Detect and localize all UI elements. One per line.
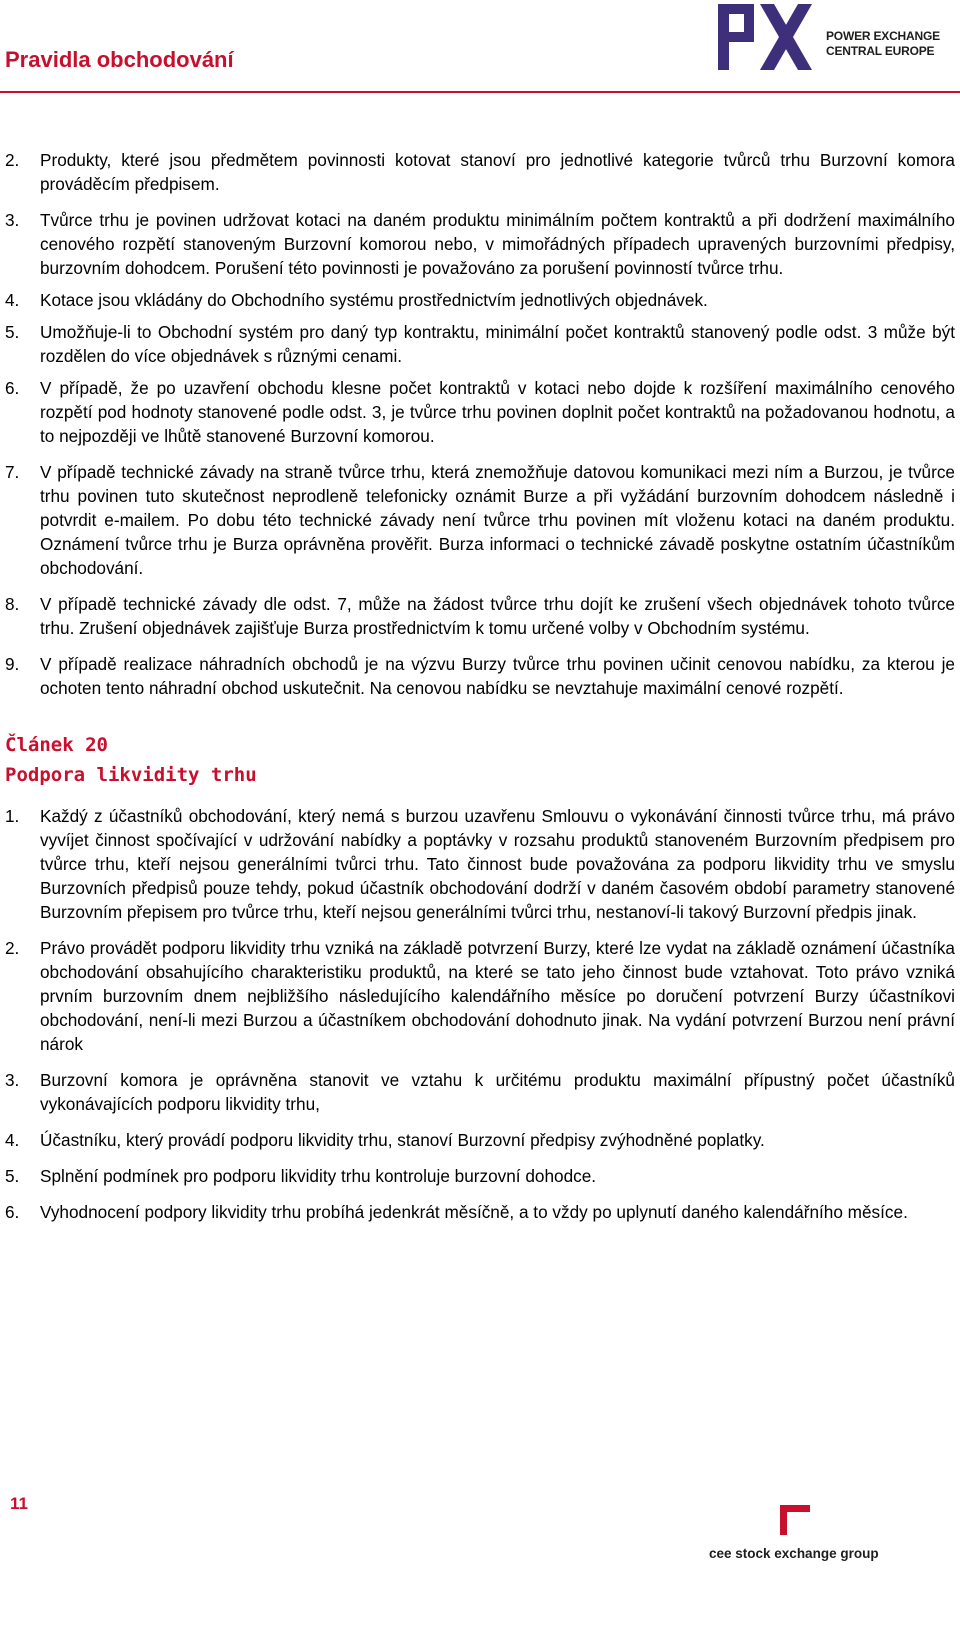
list-item	[5, 148, 955, 196]
item-text: Účastníku, který provádí podporu likvidity trhu, stanoví Burzovní předpisy zvýhodněné poplatky.	[40, 1130, 765, 1150]
cee-group-name: cee stock exchange group	[709, 1546, 879, 1561]
item-number: 2.	[5, 150, 20, 170]
item-number: 7.	[5, 462, 20, 482]
cee-group-logo	[706, 1505, 886, 1565]
list-item	[5, 936, 955, 1056]
list-item	[5, 376, 955, 448]
item-number: 1.	[5, 806, 20, 826]
item-number: 3.	[5, 210, 20, 230]
list-item	[5, 1164, 955, 1188]
pxe-logo-text	[826, 29, 940, 59]
item-text: Burzovní komora je oprávněna stanovit ve vztahu k určitému produktu maximální přípustný počet účastníků vykonávajících podporu likvidity trhu,	[40, 1070, 955, 1114]
logo-line-2: CENTRAL EUROPE	[826, 44, 935, 58]
item-number: 5.	[5, 322, 20, 342]
pxe-logo	[716, 2, 956, 74]
item-text: Kotace jsou vkládány do Obchodního systému prostřednictvím jednotlivých objednávek.	[40, 290, 708, 310]
item-text: Produkty, které jsou předmětem povinnosti kotovat stanoví pro jednotlivé kategorie tvůrců trhu Burzovní komora prováděcím předpisem.	[40, 150, 955, 194]
page-number: 11	[10, 1494, 28, 1513]
header-divider	[0, 91, 960, 93]
item-text: Umožňuje-li to Obchodní systém pro daný typ kontraktu, minimální počet kontraktů stanovený podle odst. 3 může být rozdělen do více objednávek s různými cenami.	[40, 322, 955, 366]
item-number: 6.	[5, 378, 20, 398]
item-number: 4.	[5, 290, 20, 310]
item-number: 2.	[5, 938, 20, 958]
list-item	[5, 1128, 955, 1152]
list-item	[5, 652, 955, 700]
list-item	[5, 1200, 955, 1224]
item-text: V případě realizace náhradních obchodů je na výzvu Burzy tvůrce trhu povinen učinit cenovou nabídku, za kterou je ochoten tento náhradní obchod uskutečnit. Na cenovou nabídku se nevztahuje maximální cenové rozpětí.	[40, 654, 955, 698]
item-text: Tvůrce trhu je povinen udržovat kotaci na daném produktu minimálním počtem kontraktů a při dodržení maximálního cenového rozpětí stanoveným Burzovní komorou nebo, v mimořádných případech upravených burzovními předpisy, burzovním dohodcem. Porušení této povinnosti je považováno za porušení povinností tvůrce trhu.	[40, 210, 955, 278]
article-heading: Článek 20	[5, 734, 108, 756]
item-number: 3.	[5, 1070, 20, 1090]
item-text: V případě technické závady dle odst. 7, může na žádost tvůrce trhu dojít ke zrušení všech objednávek tohoto tvůrce trhu. Zrušení objednávek zajišťuje Burza prostřednictvím k tomu určené volby v Obchodním systému.	[40, 594, 955, 638]
article-subheading: Podpora likvidity trhu	[5, 764, 257, 786]
list-item	[5, 320, 955, 368]
list-item	[5, 804, 955, 924]
pxe-logo-icon	[716, 2, 816, 74]
list-item	[5, 288, 955, 312]
article-20-heading-block	[5, 730, 955, 790]
item-number: 9.	[5, 654, 20, 674]
item-text: Každý z účastníků obchodování, který nemá s burzou uzavřenu Smlouvu o vykonávání činnosti tvůrce trhu, má právo vyvíjet činnost spočívající v udržování nabídky a poptávky v rozsahu produktů stanoveném Burzovním předpisem pro tvůrce trhu, kteří nejsou generálními tvůrci trhu. Tato činnost bude považována za podporu likvidity trhu ve smyslu Burzovních předpisů pouze tehdy, pokud účastník obchodování dodrží v daném časovém období parametry stanovené Burzovním přepisem pro tvůrce trhu, kteří nejsou generálními tvůrci trhu, nestanoví-li takový Burzovní předpis jinak.	[40, 806, 955, 922]
item-text: V případě, že po uzavření obchodu klesne počet kontraktů v kotaci nebo dojde k rozšíření maximálního cenového rozpětí pod hodnoty stanovené podle odst. 3, je tvůrce trhu povinen doplnit počet kontraktů na požadovanou hodnotu, a to nejpozději ve lhůtě stanovené Burzovní komorou.	[40, 378, 955, 446]
item-text: Vyhodnocení podpory likvidity trhu probíhá jedenkrát měsíčně, a to vždy po uplynutí daného kalendářního měsíce.	[40, 1202, 908, 1222]
item-number: 8.	[5, 594, 20, 614]
item-text: V případě technické závady na straně tvůrce trhu, která znemožňuje datovou komunikaci mezi ním a Burzou, je tvůrce trhu povinen tuto skutečnost neprodleně telefonicky oznámit Burze a při vyžádání burzovním dohodcem následně i potvrdit e-mailem. Po dobu této technické závady není tvůrce trhu povinen mít vloženu kotaci na daném produktu. Oznámení tvůrce trhu je Burza oprávněna prověřit. Burza informaci o technické závadě poskytne ostatním účastníkům obchodování.	[40, 462, 955, 578]
item-text: Právo provádět podporu likvidity trhu vzniká na základě potvrzení Burzy, které lze vydat na základě oznámení účastníka obchodování obsahujícího charakteristiku produktů, na které se tato jeho činnost bude vztahovat. Toto právo vzniká prvním burzovním dnem nejbližšího následujícího kalendářního měsíce po doručení potvrzení Burzy účastníkovi obchodování, není-li mezi Burzou a účastníkem obchodování dohodnuto jinak. Na vydání potvrzení Burzou není právní nárok	[40, 938, 955, 1054]
document-body	[5, 148, 955, 1236]
item-text: Splnění podmínek pro podporu likvidity trhu kontroluje burzovní dohodce.	[40, 1166, 597, 1186]
item-number: 6.	[5, 1202, 20, 1222]
list-item	[5, 460, 955, 580]
logo-line-1: POWER EXCHANGE	[826, 29, 940, 43]
list-item	[5, 208, 955, 280]
list-item	[5, 592, 955, 640]
page-header-title: Pravidla obchodování	[5, 47, 234, 72]
list-item	[5, 1068, 955, 1116]
item-number: 4.	[5, 1130, 20, 1150]
item-number: 5.	[5, 1166, 20, 1186]
cee-group-icon	[780, 1505, 810, 1535]
